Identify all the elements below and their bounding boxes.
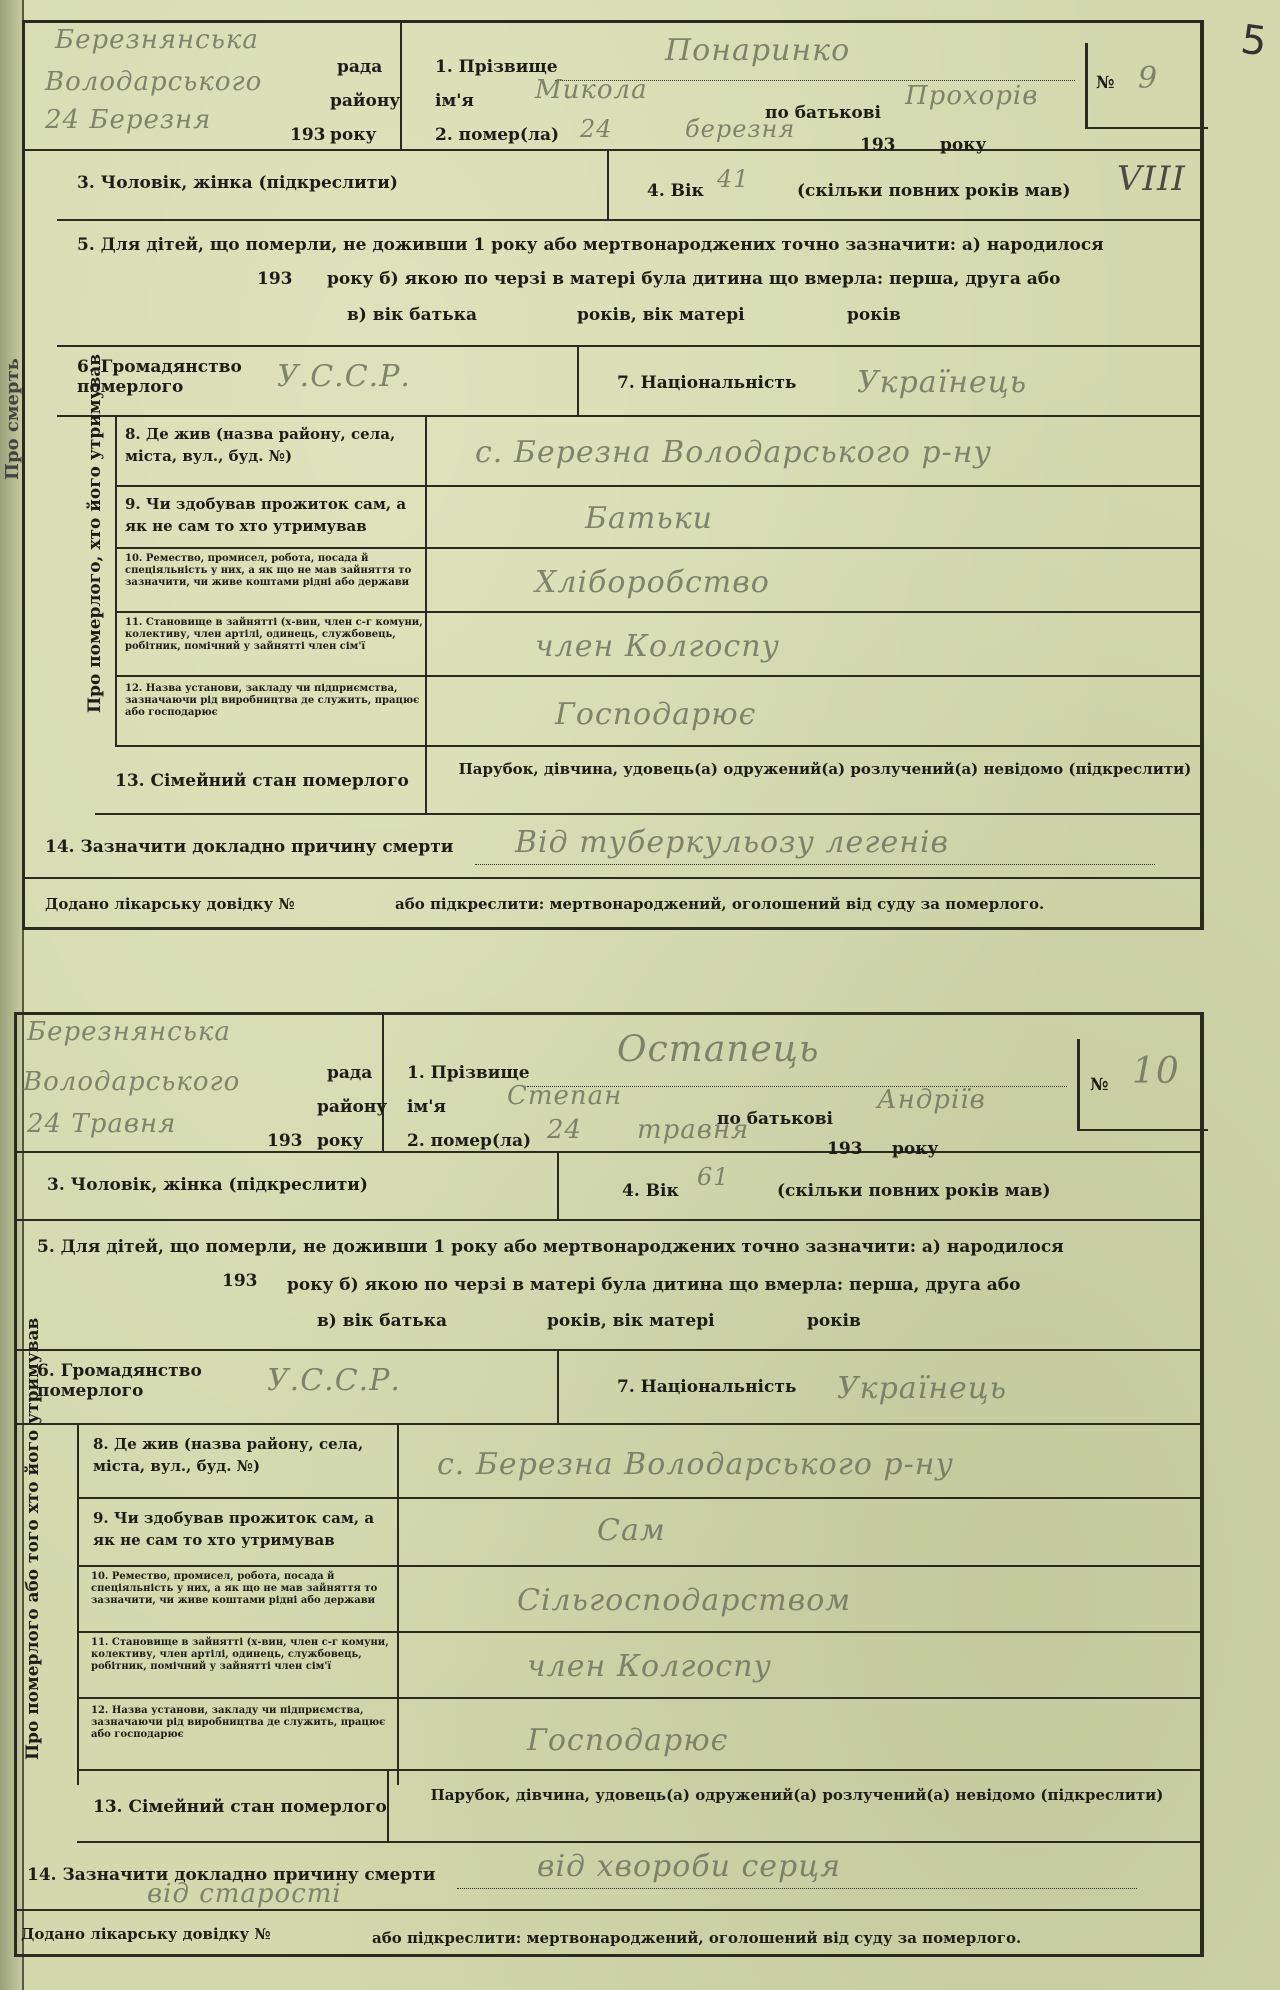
workplace-label: 12. Назва установи, закладу чи підприємства, зазначаючи рід виробництва де служить, працює або господарює (125, 683, 420, 718)
citizenship-label: 6. Громадянство померлого (37, 1361, 202, 1401)
patronymic-label: по батькові (717, 1109, 834, 1129)
citizenship-value: У.С.С.Р. (267, 1363, 401, 1398)
rayon-value: Володарського (23, 1067, 241, 1097)
livelihood-value: Сам (597, 1513, 666, 1548)
children-label-2: року б) якою по черзі в матері була дитина що вмерла: перша, друга або (327, 269, 1061, 289)
rada-value: Березнянська (55, 25, 259, 55)
cause-value: Від туберкульозу легенів (515, 825, 950, 860)
workplace-label: 12. Назва установи, закладу чи підприємства, зазначаючи рід виробництва де служить, працює або господарює (91, 1705, 386, 1740)
rayon-label: району (330, 91, 401, 111)
rada-label: рада (337, 57, 383, 77)
left-margin-label: Про смерть (2, 358, 23, 480)
employment-status-value: член Колгоспу (535, 629, 780, 664)
nationality-value: Українець (837, 1371, 1008, 1406)
residence-label: 8. Де жив (назва району, села, міста, вул., буд. №) (93, 1435, 364, 1475)
residence-value: с. Березна Володарського р-ну (475, 435, 992, 470)
residence-row (77, 1425, 1200, 1499)
citizenship-value: У.С.С.Р. (277, 359, 411, 394)
employment-status-value: член Колгоспу (527, 1649, 772, 1684)
year-label: 193 (267, 1131, 303, 1151)
occupation-row (115, 549, 1200, 613)
age-note: (скільки повних років мав) (777, 1181, 1051, 1201)
residence-row (115, 417, 1200, 487)
certificate-row (17, 1911, 1200, 1955)
workplace-row (115, 677, 1200, 747)
died-year-label: 193 (860, 135, 896, 155)
number-value: 9 (1138, 61, 1159, 96)
sex-label: 3. Чоловік, жінка (підкреслити) (77, 173, 398, 193)
name-value: Степан (507, 1081, 623, 1111)
livelihood-label: 9. Чи здобував прожиток сам, а як не сам то хто утримував (125, 495, 407, 535)
record-number-box (1085, 43, 1208, 129)
children-label-3b: років, вік матері (577, 305, 745, 325)
marital-label: 13. Сімейний стан померлого (115, 771, 409, 791)
marital-options: Парубок, дівчина, удовець(а) одружений(а) розлучений(а) невідомо (підкреслити) (430, 1786, 1164, 1804)
rada-value: Березнянська (27, 1017, 231, 1047)
marital-row (95, 747, 1200, 815)
children-label-2: року б) якою по черзі в матері була дитина що вмерла: перша, друга або (287, 1275, 1021, 1295)
record-number-box (1077, 1039, 1208, 1131)
livelihood-row (77, 1499, 1200, 1567)
children-label-3c: років (847, 305, 901, 325)
surname-label: 1. Прізвище (435, 57, 558, 77)
certificate-label: Додано лікарську довідку № (21, 1925, 271, 1943)
residence-label: 8. Де жив (назва району, села, міста, вул., буд. №) (125, 425, 396, 465)
death-record-card-1 (22, 20, 1204, 930)
rayon-label: району (317, 1097, 388, 1117)
age-label: 4. Вік (647, 181, 704, 201)
children-label-1: 5. Для дітей, що померли, не доживши 1 року або мертвонароджених точно зазначити: а) народилося (37, 1237, 1064, 1257)
sex-age-row (57, 151, 1200, 221)
workplace-row (77, 1699, 1200, 1771)
children-row (17, 1221, 1200, 1351)
death-record-card-2 (14, 1012, 1204, 1957)
number-label: № (1096, 73, 1115, 93)
rayon-value: Володарського (45, 67, 263, 97)
extra-mark: VIII (1117, 159, 1186, 199)
certificate-row (25, 879, 1200, 927)
number-value: 10 (1132, 1051, 1180, 1092)
occupation-label: 10. Ремество, промисел, робота, посада й спеціяльність у них, а як що не мав зайняття то зазначити, чи живе коштами рідні або держави (125, 553, 412, 588)
died-month-value: травня (637, 1115, 750, 1145)
cause-label: 14. Зазначити докладно причину смерти (27, 1865, 436, 1885)
number-label: № (1090, 1075, 1109, 1095)
side-label-card2: Про померлого або того хто його утримував (23, 1317, 43, 1760)
patronymic-value: Прохорів (905, 81, 1039, 111)
cause-row (25, 815, 1200, 879)
livelihood-row (115, 487, 1200, 549)
employment-status-row (115, 613, 1200, 677)
died-day-value: 24 (580, 115, 613, 143)
age-note: (скільки повних років мав) (797, 181, 1071, 201)
employment-status-label: 11. Становище в зайнятті (х-вин, член с-г комуни, колективу, член артілі, одинець, службовець, робітник, помічний у зайнятті член сім'ї (91, 1637, 389, 1672)
age-value: 41 (717, 165, 750, 193)
name-value: Микола (535, 75, 648, 105)
died-label: 2. помер(ла) (435, 125, 560, 145)
citizenship-row (57, 347, 1200, 417)
children-year: 193 (257, 269, 293, 289)
side-label-card1: Про померлого, хто його утримував (85, 353, 105, 713)
children-row (57, 221, 1200, 347)
occupation-value: Хліборобство (535, 565, 770, 600)
workplace-value: Господарює (527, 1723, 729, 1758)
date-value: 24 Травня (27, 1109, 177, 1139)
header-row (17, 1015, 1200, 1159)
occupation-value: Сільгосподарством (517, 1583, 852, 1618)
marital-row (77, 1771, 1200, 1843)
nationality-value: Українець (857, 365, 1028, 400)
cause-value-2: від старості (147, 1879, 342, 1909)
roku-label: року (330, 125, 377, 145)
name-label: ім'я (407, 1097, 446, 1117)
surname-value: Понаринко (665, 33, 851, 68)
employment-status-label: 11. Становище в зайнятті (х-вин, член с-г комуни, колективу, член артілі, одинець, службовець, робітник, помічний у зайнятті член сім'ї (125, 617, 423, 652)
name-label: ім'я (435, 91, 474, 111)
marital-label: 13. Сімейний стан померлого (93, 1797, 387, 1817)
certificate-options: або підкреслити: мертвонароджений, оголошений від суду за померлого. (395, 895, 1045, 913)
livelihood-value: Батьки (585, 501, 713, 536)
died-roku-label: року (940, 135, 987, 155)
children-label-3c: років (807, 1311, 861, 1331)
year-label: 193 (290, 125, 326, 145)
cause-label: 14. Зазначити докладно причину смерти (45, 837, 454, 857)
certificate-label: Додано лікарську довідку № (45, 895, 295, 913)
died-roku-label: року (892, 1139, 939, 1159)
children-label-1: 5. Для дітей, що померли, не доживши 1 року або мертвонароджених точно зазначити: а) народилося (77, 235, 1104, 255)
surname-value: Остапець (617, 1029, 820, 1070)
sex-age-row (17, 1153, 1200, 1221)
cause-row (17, 1843, 1200, 1911)
date-value: 24 Березня (45, 105, 212, 135)
patronymic-label: по батькові (765, 103, 882, 123)
rada-label: рада (327, 1063, 373, 1083)
citizenship-label: 6. Громадянство померлого (77, 357, 242, 397)
roku-label: року (317, 1131, 364, 1151)
occupation-row (77, 1567, 1200, 1633)
age-label: 4. Вік (622, 1181, 679, 1201)
nationality-label: 7. Національність (617, 373, 797, 393)
employment-status-row (77, 1633, 1200, 1699)
age-value: 61 (697, 1163, 730, 1191)
residence-value: с. Березна Володарського р-ну (437, 1447, 954, 1482)
patronymic-value: Андріїв (877, 1085, 986, 1115)
children-label-3: в) вік батька (347, 305, 477, 325)
died-year-label: 193 (827, 1139, 863, 1159)
children-year: 193 (222, 1271, 258, 1291)
marital-options: Парубок, дівчина, удовець(а) одружений(а) розлучений(а) невідомо (підкреслити) (458, 760, 1192, 778)
sex-label: 3. Чоловік, жінка (підкреслити) (47, 1175, 368, 1195)
children-label-3: в) вік батька (317, 1311, 447, 1331)
died-month-value: березня (685, 115, 796, 143)
children-label-3b: років, вік матері (547, 1311, 715, 1331)
occupation-label: 10. Ремество, промисел, робота, посада й спеціяльність у них, а як що не мав зайняття то зазначити, чи живе коштами рідні або держави (91, 1571, 378, 1606)
cause-value: від хвороби серця (537, 1849, 842, 1884)
surname-label: 1. Прізвище (407, 1063, 530, 1083)
nationality-label: 7. Національність (617, 1377, 797, 1397)
livelihood-label: 9. Чи здобував прожиток сам, а як не сам то хто утримував (93, 1509, 375, 1549)
corner-page-mark: 5 (1237, 16, 1270, 66)
certificate-options: або підкреслити: мертвонароджений, оголошений від суду за померлого. (372, 1929, 1022, 1947)
workplace-value: Господарює (555, 697, 757, 732)
died-day-value: 24 (547, 1115, 583, 1145)
died-label: 2. помер(ла) (407, 1131, 532, 1151)
citizenship-row (17, 1351, 1200, 1425)
header-row (25, 23, 1200, 155)
